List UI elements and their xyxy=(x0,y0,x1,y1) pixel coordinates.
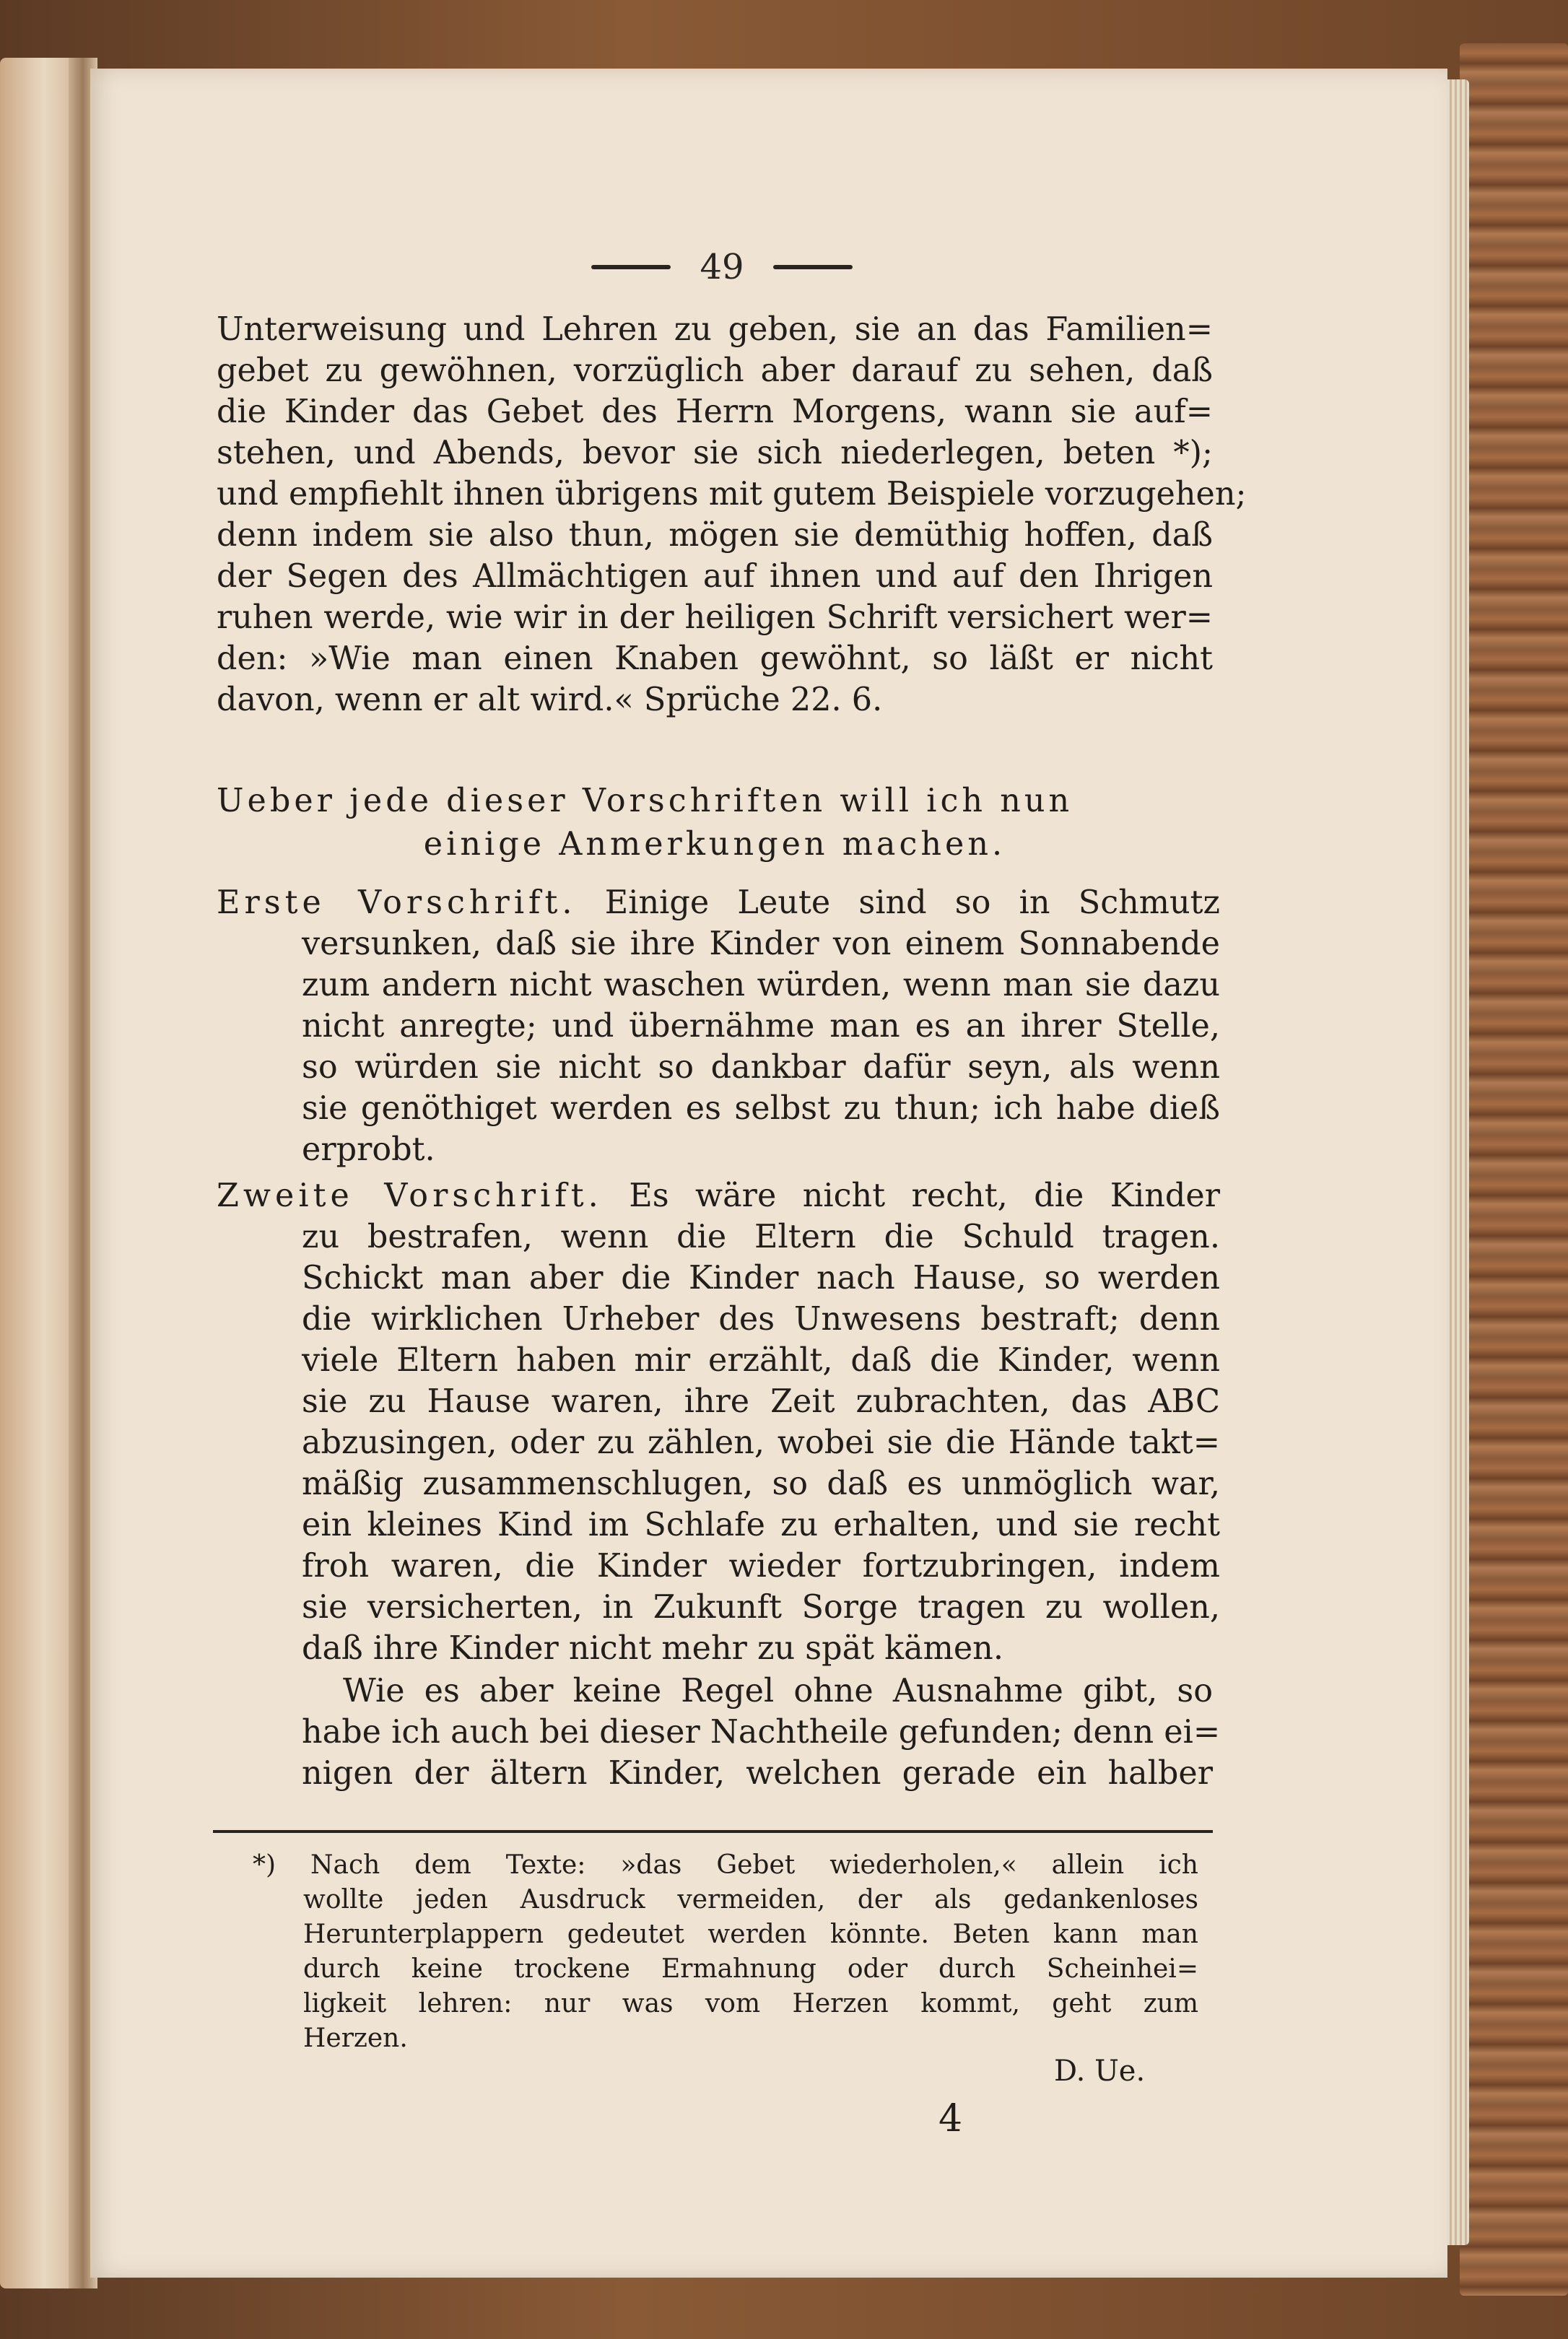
first-rule-section xyxy=(217,882,1220,1170)
text-line: den: »Wie man einen Knaben gewöhnt, so läßt er nicht xyxy=(217,640,1213,677)
footnote-line: wollte jeden Ausdruck vermeiden, der als gedankenloses xyxy=(303,1885,1198,1915)
text-line: froh waren, die Kinder wieder fortzubringen, indem xyxy=(302,1548,1220,1585)
second-rule-section xyxy=(217,1175,1220,1669)
text-line: ruhen werde, wie wir in der heiligen Schrift versichert wer= xyxy=(217,599,1213,636)
facing-page-edge xyxy=(0,58,79,2288)
text-line: zu bestrafen, wenn die Eltern die Schuld tragen. xyxy=(302,1219,1220,1255)
rule-label: Erste Vorschrift. xyxy=(217,884,577,921)
text-line xyxy=(217,882,1220,923)
footnote-signature: D. Ue. xyxy=(1054,2055,1146,2088)
section-heading xyxy=(217,780,1213,866)
rule-label: Zweite Vorschrift. xyxy=(217,1177,603,1214)
text-line: davon, wenn er alt wird.« Sprüche 22. 6. xyxy=(217,681,883,718)
paragraph-1 xyxy=(217,309,1247,720)
text-line: stehen, und Abends, bevor sie sich niederlegen, beten *); xyxy=(217,435,1213,471)
text-line: nicht anregte; und übernähme man es an ihrer Stelle, xyxy=(302,1008,1220,1045)
paragraph-3 xyxy=(217,1671,1221,1794)
page-number: 49 xyxy=(700,247,744,287)
text-line: die wirklichen Urheber des Unwesens bestraft; denn xyxy=(302,1301,1220,1338)
text-line: ein kleines Kind im Schlafe zu erhalten, und sie recht xyxy=(302,1507,1220,1543)
footnote-line: Herunterplappern gedeutet werden könnte. Beten kann man xyxy=(303,1920,1198,1949)
marbled-cover-edge xyxy=(1460,43,1568,2296)
text-line: mäßig zusammenschlugen, so daß es unmöglich war, xyxy=(302,1465,1220,1502)
text-line: der Segen des Allmächtigen auf ihnen und auf den Ihrigen xyxy=(217,558,1213,595)
text-line: so würden sie nicht so dankbar dafür seyn, als wenn xyxy=(302,1049,1220,1086)
text-line: versunken, daß sie ihre Kinder von einem Sonnabende xyxy=(302,925,1220,962)
heading-line: einige Anmerkungen machen. xyxy=(423,826,1006,863)
text-line: sie genöthiget werden es selbst zu thun; ich habe dieß xyxy=(302,1090,1220,1127)
footnote-line: *) Nach dem Texte: »das Gebet wiederholen,« allein ich xyxy=(253,1850,1198,1880)
text-line: die Kinder das Gebet des Herrn Morgens, wann sie auf= xyxy=(217,393,1213,430)
footnote-line: ligkeit lehren: nur was vom Herzen kommt, geht zum xyxy=(303,1989,1198,2018)
rule-text: Es wäre nicht recht, die Kinder xyxy=(602,1177,1220,1214)
footnote-line: durch keine trockene Ermahnung oder durch Scheinhei= xyxy=(303,1954,1198,1984)
text-line: Schickt man aber die Kinder nach Hause, so werden xyxy=(302,1260,1220,1297)
text-line: abzusingen, oder zu zählen, wobei sie die Hände takt= xyxy=(302,1424,1220,1461)
head-rule-left xyxy=(591,265,671,269)
text-line: denn indem sie also thun, mögen sie demüthig hoffen, daß xyxy=(217,517,1213,554)
text-line: viele Eltern haben mir erzählt, daß die Kinder, wenn xyxy=(302,1342,1220,1379)
text-line: Unterweisung und Lehren zu geben, sie an das Familien= xyxy=(217,311,1213,348)
text-line: daß ihre Kinder nicht mehr zu spät kämen. xyxy=(302,1630,1003,1667)
footnote xyxy=(253,1848,1198,2056)
text-line: habe ich auch bei dieser Nachtheile gefunden; denn ei= xyxy=(302,1714,1221,1751)
head-rule-right xyxy=(773,265,853,269)
text-line: Wie es aber keine Regel ohne Ausnahme gibt, so xyxy=(343,1673,1213,1709)
heading-line: Ueber jede dieser Vorschriften will ich nun xyxy=(217,783,1073,819)
text-line: gebet zu gewöhnen, vorzüglich aber darauf zu sehen, daß xyxy=(217,352,1213,389)
text-line: sie versicherten, in Zukunft Sorge tragen zu wollen, xyxy=(302,1589,1220,1626)
text-line: nigen der ältern Kinder, welchen gerade ein halber xyxy=(302,1755,1213,1792)
text-line: sie zu Hause waren, ihre Zeit zubrachten, das ABC xyxy=(302,1383,1220,1420)
running-head xyxy=(578,238,866,296)
text-line: zum andern nicht waschen würden, wenn man sie dazu xyxy=(302,967,1220,1003)
footnote-line: Herzen. xyxy=(303,2024,408,2053)
text-line: und empfiehlt ihnen übrigens mit gutem Beispiele vorzugehen; xyxy=(217,476,1247,513)
text-line xyxy=(217,1175,1220,1216)
rule-text: Einige Leute sind so in Schmutz xyxy=(576,884,1220,921)
text-line: erprobt. xyxy=(302,1131,435,1168)
signature-mark: 4 xyxy=(938,2097,963,2140)
footnote-rule xyxy=(213,1830,1213,1833)
